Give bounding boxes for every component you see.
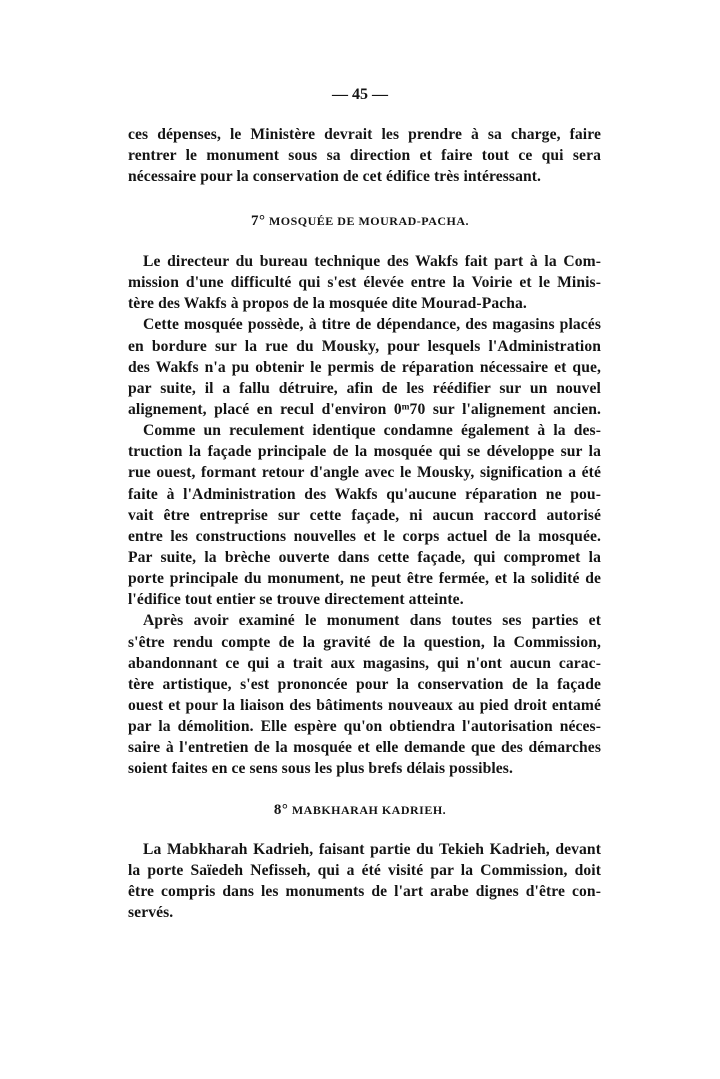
text-line: rentrer le monument sous sa direction et faire tout ce qui sera bbox=[128, 147, 601, 165]
text-line: truction la façade principale de la mosquée qui se développe sur la bbox=[128, 443, 601, 461]
section-title: MABKHARAH KADRIEH. bbox=[291, 803, 447, 817]
section-7-body bbox=[128, 251, 601, 780]
text-line: soient faites en ce sens sous les plus brefs délais possibles. bbox=[128, 760, 513, 778]
text-line: par suite, il a fallu détruire, afin de les réédifier sur un nouvel bbox=[128, 379, 601, 397]
text-line: mission d'une difficulté qui s'est élevée entre la Voirie et le Minis- bbox=[128, 274, 601, 292]
text-line: entre les constructions nouvelles et le corps actuel de la mosquée. bbox=[128, 527, 601, 545]
text-line: en bordure sur la rue du Mousky, pour lesquels l'Administration bbox=[128, 337, 601, 355]
paragraph-continuation bbox=[128, 124, 601, 187]
text-line: l'édifice tout entier se trouve directement atteinte. bbox=[128, 591, 464, 609]
text-line: ces dépenses, le Ministère devrait les prendre à sa charge, faire bbox=[128, 126, 601, 143]
text-line: vait être entreprise sur cette façade, ni aucun raccord autorisé bbox=[128, 506, 601, 524]
text-line: par la démolition. Elle espère qu'on obtiendra l'autorisation néces- bbox=[128, 718, 601, 736]
text-line: tère des Wakfs à propos de la mosquée dite Mourad-Pacha. bbox=[128, 295, 527, 313]
section-heading-7 bbox=[0, 213, 720, 230]
text-line: rue ouest, formant retour d'angle avec le Mousky, signification a été bbox=[128, 464, 601, 482]
page-number: — 45 — bbox=[332, 86, 388, 103]
text-line: Cette mosquée possède, à titre de dépendance, des magasins placés bbox=[143, 316, 601, 334]
text-line: Par suite, la brèche ouverte dans cette façade, qui compromet la bbox=[128, 548, 601, 566]
text-line: abandonnant ce qui a trait aux magasins, qui n'ont aucun carac- bbox=[128, 654, 601, 672]
text-line: tère artistique, s'est prononcée pour la conservation de la façade bbox=[128, 675, 601, 693]
text-line: ouest et pour la liaison des bâtiments nouveaux au pied droit entamé bbox=[128, 696, 601, 714]
text-line: Le directeur du bureau technique des Wakfs fait part à la Com- bbox=[143, 253, 601, 270]
text-line: La Mabkharah Kadrieh, faisant partie du Tekieh Kadrieh, devant bbox=[143, 841, 601, 858]
text-line: Comme un reculement identique condamne également à la des- bbox=[143, 422, 601, 440]
text-line: saire à l'entretien de la mosquée et elle demande que des démarches bbox=[128, 739, 601, 757]
text-line: être compris dans les monuments de l'art arabe dignes d'être con- bbox=[128, 883, 601, 901]
section-title: MOSQUÉE DE MOURAD-PACHA. bbox=[268, 214, 470, 228]
text-line: servés. bbox=[128, 904, 174, 922]
text-line: faite à l'Administration des Wakfs qu'aucune réparation ne pou- bbox=[128, 485, 601, 503]
text-line: Après avoir examiné le monument dans toutes ses parties et bbox=[143, 612, 601, 630]
text-line: des Wakfs n'a pu obtenir le permis de réparation nécessaire et que, bbox=[128, 358, 601, 376]
text-line: la porte Saïedeh Nefisseh, qui a été visité par la Commission, doit bbox=[128, 862, 601, 880]
text-line: nécessaire pour la conservation de cet édifice très intéressant. bbox=[128, 168, 542, 186]
text-line: s'être rendu compte de la gravité de la question, la Commission, bbox=[128, 633, 601, 651]
text-line: alignement, placé en recul d'environ 0ᵐ70 sur l'alignement ancien. bbox=[128, 400, 601, 418]
text-line: porte principale du monument, ne peut être fermée, et la solidité de bbox=[128, 570, 601, 588]
section-number: 7° bbox=[250, 213, 266, 229]
section-heading-8 bbox=[0, 802, 720, 819]
section-8-body bbox=[128, 839, 601, 924]
section-number: 8° bbox=[273, 802, 289, 818]
